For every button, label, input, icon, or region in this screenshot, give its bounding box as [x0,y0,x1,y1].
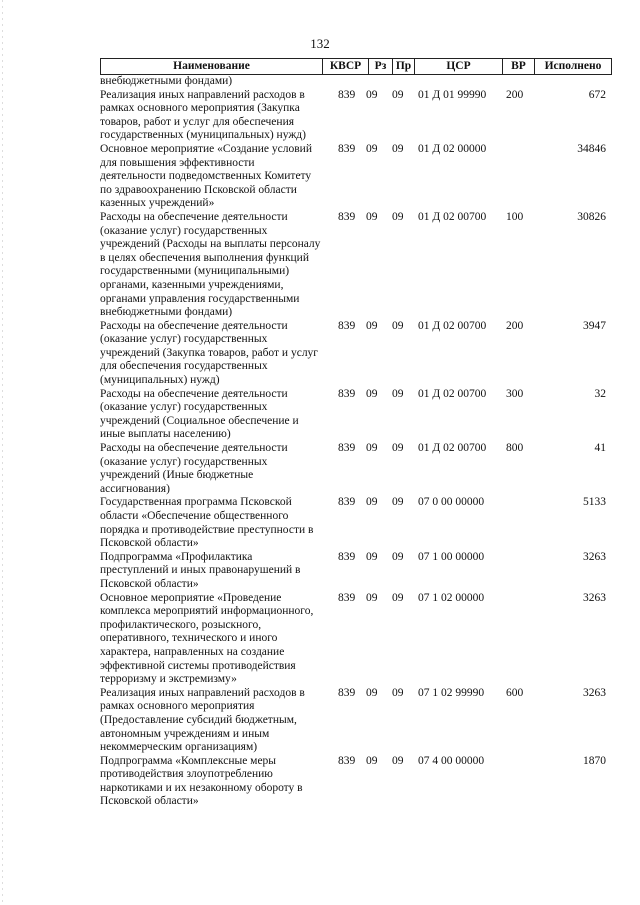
row-pr: 09 [392,686,404,699]
row-pr: 09 [392,88,404,101]
row-kvsr: 839 [338,210,356,223]
row-kvsr: 839 [338,550,356,563]
row-pr: 09 [392,210,404,223]
row-kvsr: 839 [338,142,356,155]
row-rz: 09 [366,142,378,155]
row-csr: 07 1 02 99990 [418,686,485,699]
row-vr: 300 [506,387,524,400]
row-kvsr: 839 [338,442,356,455]
budget-table [100,58,612,809]
scan-edge-mark [2,0,3,905]
row-isp: 672 [588,88,606,101]
row-kvsr: 839 [338,591,356,604]
row-pr: 09 [392,387,404,400]
row-rz: 09 [366,754,378,767]
row-rz: 09 [366,88,378,101]
row-rz: 09 [366,686,378,699]
header-csr: ЦСР [414,59,502,74]
row-csr: 07 1 00 00000 [418,550,485,563]
row-name: Расходы на обеспечение деятельности (оказание услуг) государственных учреждений (Иные бюджетные ассигнования) [100,442,288,495]
row-isp: 1870 [583,754,606,767]
row-vr: 200 [506,88,524,101]
row-name: Подпрограмма «Профилактика преступлений и иных правонарушений в Псковской области» [100,550,301,590]
page-number: 132 [310,36,330,51]
row-name: Реализация иных направлений расходов в рамках основного мероприятия (Предоставление субсидий бюджетным, автономным учреждениям и иным некоммерческим организациям) [100,686,305,754]
table-row [100,755,612,809]
row-isp: 30826 [577,210,606,223]
row-pr: 09 [392,442,404,455]
row-csr: 01 Д 02 00700 [418,210,487,223]
row-isp: 32 [594,387,606,400]
table-row [100,75,612,89]
row-isp: 3263 [583,591,606,604]
row-pr: 09 [392,496,404,509]
row-isp: 3947 [583,319,606,332]
row-csr: 07 1 02 00000 [418,591,485,604]
row-isp: 3263 [583,686,606,699]
row-isp: 34846 [577,142,606,155]
table-row [100,442,612,496]
row-vr: 200 [506,319,524,332]
table-row [100,89,612,143]
row-isp: 41 [594,442,606,455]
table-row [100,143,612,211]
row-name: Расходы на обеспечение деятельности (оказание услуг) государственных учреждений (Расходы на выплаты персоналу в целях обеспечения выполнения функций государственными (муниципальными) органами, казенными учреждениями, органами управления государственными внебюджетными фондами) [100,210,321,319]
row-pr: 09 [392,550,404,563]
row-rz: 09 [366,550,378,563]
row-csr: 01 Д 02 00700 [418,319,487,332]
table-row [100,388,612,442]
row-isp: 5133 [583,496,606,509]
row-csr: 07 0 00 00000 [418,496,485,509]
row-pr: 09 [392,754,404,767]
row-kvsr: 839 [338,387,356,400]
table-body [100,75,612,809]
header-pr: Пр [392,59,414,74]
header-vr: ВР [502,59,534,74]
header-isp: Исполнено [534,59,612,74]
table-row [100,320,612,388]
header-kvsr: КВСР [322,59,368,74]
row-csr: 01 Д 02 00700 [418,387,487,400]
row-vr: 800 [506,442,524,455]
row-name: Основное мероприятие «Проведение комплекса мероприятий информационного, профилактического, розыскного, оперативного, технического и иного характера, направленных на создание эффективной системы противодействия терроризму и экстремизму» [100,591,314,686]
row-name: Основное мероприятие «Создание условий для повышения эффективности деятельности подведомственных Комитету по здравоохранению Псковской области казенных учреждений» [100,142,312,210]
row-kvsr: 839 [338,496,356,509]
row-csr: 07 4 00 00000 [418,754,485,767]
row-pr: 09 [392,142,404,155]
row-name: Реализация иных направлений расходов в рамках основного мероприятия (Закупка товаров, работ и услуг для обеспечения государственных (муниципальных) нужд) [100,88,306,142]
row-kvsr: 839 [338,319,356,332]
row-rz: 09 [366,387,378,400]
row-csr: 01 Д 02 00700 [418,442,487,455]
row-isp: 3263 [583,550,606,563]
row-kvsr: 839 [338,754,356,767]
table-row [100,496,612,550]
table-row [100,211,612,320]
row-csr: 01 Д 01 99990 [418,88,487,101]
table-header [100,58,612,75]
row-csr: 01 Д 02 00000 [418,142,487,155]
row-pr: 09 [392,591,404,604]
table-row [100,551,612,592]
row-name: Подпрограмма «Комплексные меры противодействия злоупотреблению наркотиками и их незаконному обороту в Псковской области» [100,754,303,808]
row-kvsr: 839 [338,686,356,699]
row-vr: 100 [506,210,524,223]
row-name: Расходы на обеспечение деятельности (оказание услуг) государственных учреждений (Социальное обеспечение и иные выплаты населению) [100,387,299,441]
row-pr: 09 [392,319,404,332]
row-rz: 09 [366,319,378,332]
row-rz: 09 [366,496,378,509]
row-name: внебюджетными фондами) [100,75,233,87]
row-rz: 09 [366,210,378,223]
row-kvsr: 839 [338,88,356,101]
row-name: Государственная программа Псковской области «Обеспечение общественного порядка и противодействие преступности в Псковской области» [100,496,314,550]
table-row [100,687,612,755]
header-rz: Рз [368,59,392,74]
table-row [100,592,612,687]
row-rz: 09 [366,442,378,455]
row-name: Расходы на обеспечение деятельности (оказание услуг) государственных учреждений (Закупка товаров, работ и услуг для обеспечения государственных (муниципальных) нужд) [100,319,319,387]
header-name: Наименование [100,59,322,74]
row-rz: 09 [366,591,378,604]
row-vr: 600 [506,686,524,699]
